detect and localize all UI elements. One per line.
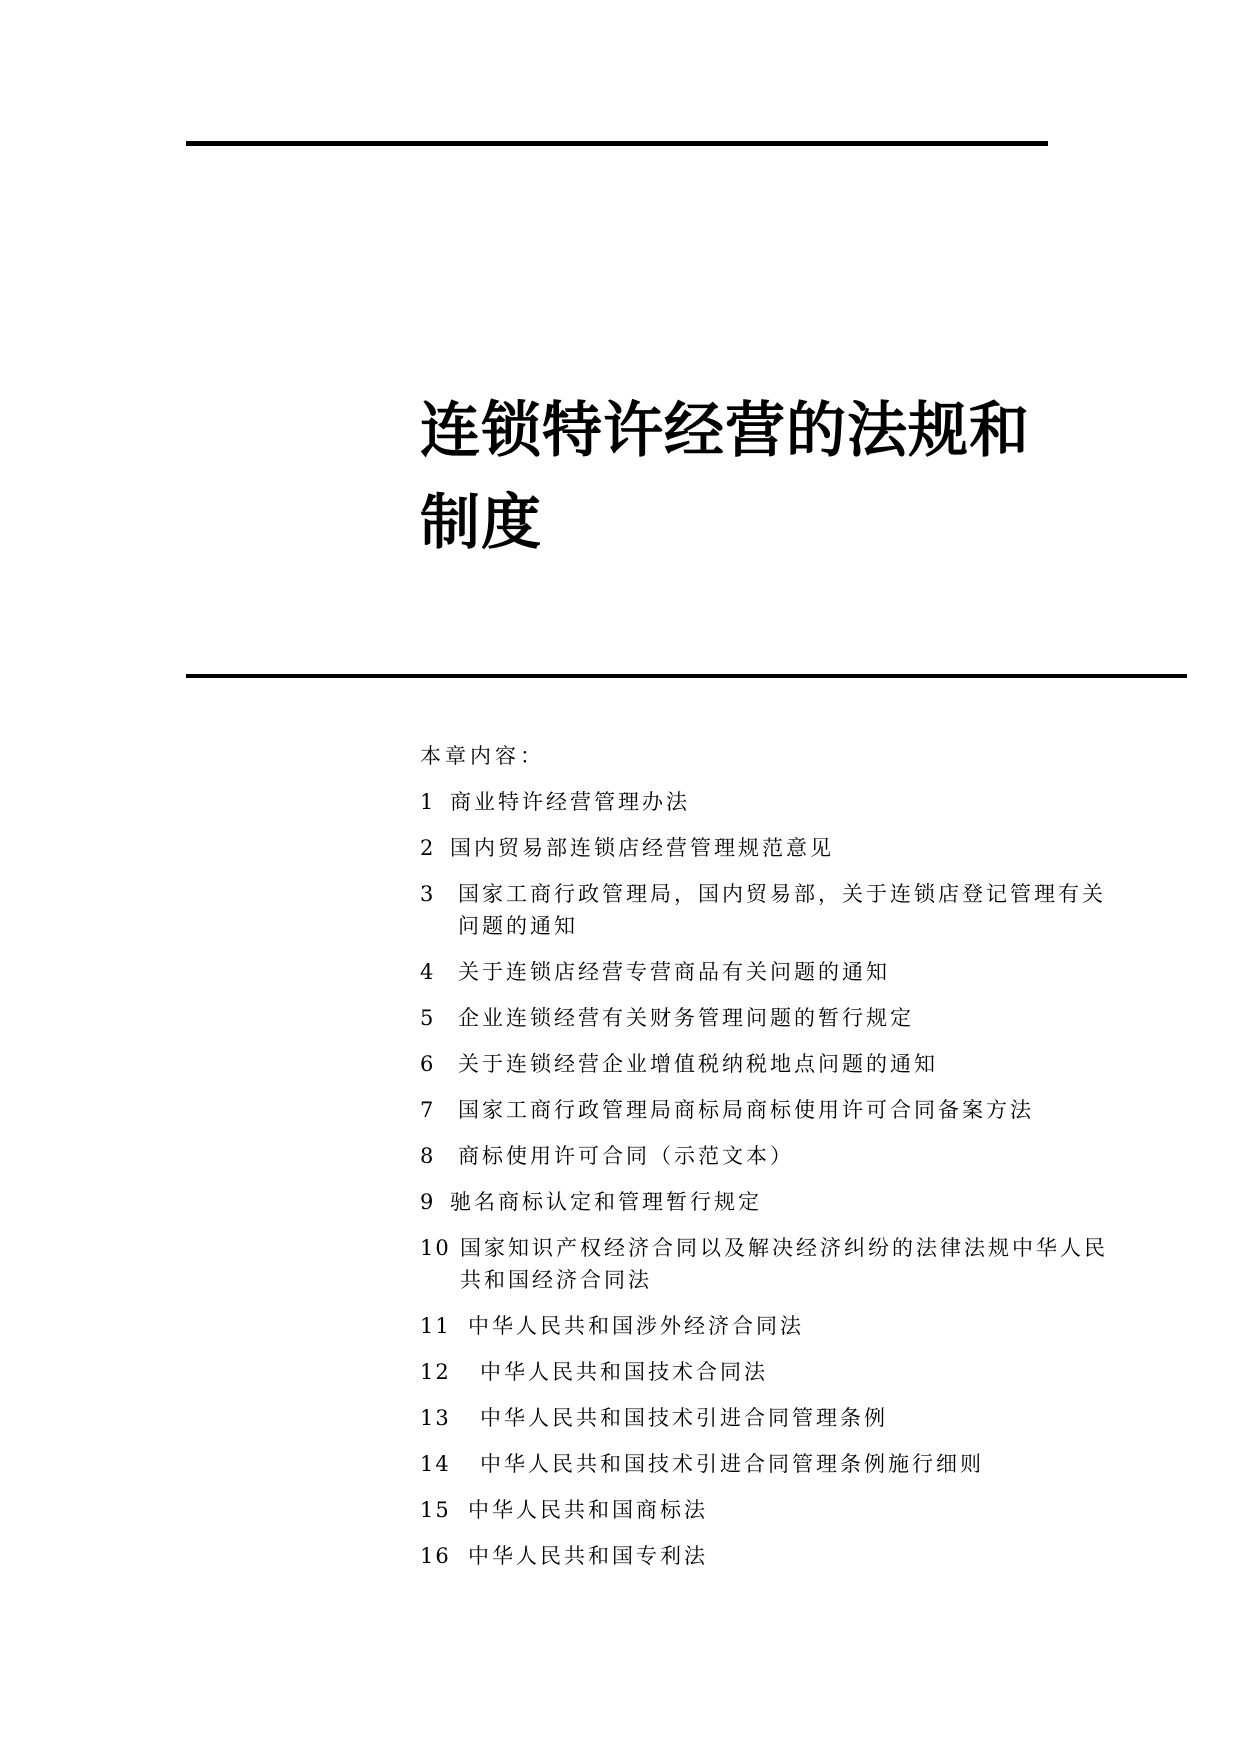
top-rule xyxy=(186,141,1048,146)
toc-item xyxy=(420,1048,1120,1080)
toc-item xyxy=(420,1002,1120,1034)
toc-number: 3 xyxy=(420,882,436,906)
toc-number: 11 xyxy=(420,1314,451,1338)
toc-list xyxy=(420,786,1120,1572)
toc-text: 国家工商行政管理局商标局商标使用许可合同备案方法 xyxy=(458,1098,1034,1122)
toc-text: 国内贸易部连锁店经营管理规范意见 xyxy=(450,836,834,860)
toc-item xyxy=(420,1186,1120,1218)
toc-item xyxy=(420,878,1120,942)
toc-item xyxy=(420,1094,1120,1126)
toc-text: 商标使用许可合同（示范文本） xyxy=(458,1144,794,1168)
toc-text: 中华人民共和国专利法 xyxy=(468,1544,708,1568)
toc-number: 14 xyxy=(420,1452,451,1476)
toc-number: 7 xyxy=(420,1098,436,1122)
toc-text: 驰名商标认定和管理暂行规定 xyxy=(450,1190,762,1214)
toc-text: 关于连锁经营企业增值税纳税地点问题的通知 xyxy=(458,1052,938,1076)
toc-item xyxy=(420,1402,1120,1434)
bottom-rule xyxy=(186,674,1187,678)
toc-number: 10 xyxy=(420,1236,451,1260)
toc-number: 1 xyxy=(420,790,436,814)
toc-number: 6 xyxy=(420,1052,436,1076)
toc-text: 企业连锁经营有关财务管理问题的暂行规定 xyxy=(458,1006,914,1030)
toc-item xyxy=(420,1140,1120,1172)
toc-text: 商业特许经营管理办法 xyxy=(450,790,690,814)
contents-heading: 本章内容： xyxy=(420,744,545,768)
toc-item xyxy=(420,832,1120,864)
toc-number: 16 xyxy=(420,1544,451,1568)
toc-text: 中华人民共和国技术引进合同管理条例施行细则 xyxy=(480,1452,984,1476)
toc-text: 国家工商行政管理局，国内贸易部，关于连锁店登记管理有关问题的通知 xyxy=(458,882,1106,938)
toc-number: 9 xyxy=(420,1190,436,1214)
toc-number: 13 xyxy=(420,1406,451,1430)
toc-text: 中华人民共和国商标法 xyxy=(468,1498,708,1522)
toc-text: 国家知识产权经济合同以及解决经济纠纷的法律法规中华人民共和国经济合同法 xyxy=(460,1236,1108,1292)
toc-number: 4 xyxy=(420,960,436,984)
toc-number: 12 xyxy=(420,1360,451,1384)
toc-number: 8 xyxy=(420,1144,436,1168)
toc-item xyxy=(420,1540,1120,1572)
toc-item xyxy=(420,1310,1120,1342)
toc-item xyxy=(420,786,1120,818)
toc-text: 关于连锁店经营专营商品有关问题的通知 xyxy=(458,960,890,984)
toc-text: 中华人民共和国技术引进合同管理条例 xyxy=(480,1406,888,1430)
toc-number: 15 xyxy=(420,1498,451,1522)
toc-text: 中华人民共和国涉外经济合同法 xyxy=(468,1314,804,1338)
toc-item xyxy=(420,956,1120,988)
toc-item xyxy=(420,1232,1120,1296)
chapter-title: 连锁特许经营的法规和制度 xyxy=(420,396,1030,558)
toc-item xyxy=(420,1356,1120,1388)
toc-text: 中华人民共和国技术合同法 xyxy=(480,1360,768,1384)
toc-number: 2 xyxy=(420,836,436,860)
toc-item xyxy=(420,1494,1120,1526)
toc-item xyxy=(420,1448,1120,1480)
toc-number: 5 xyxy=(420,1006,436,1030)
chapter-contents xyxy=(420,740,1120,1586)
